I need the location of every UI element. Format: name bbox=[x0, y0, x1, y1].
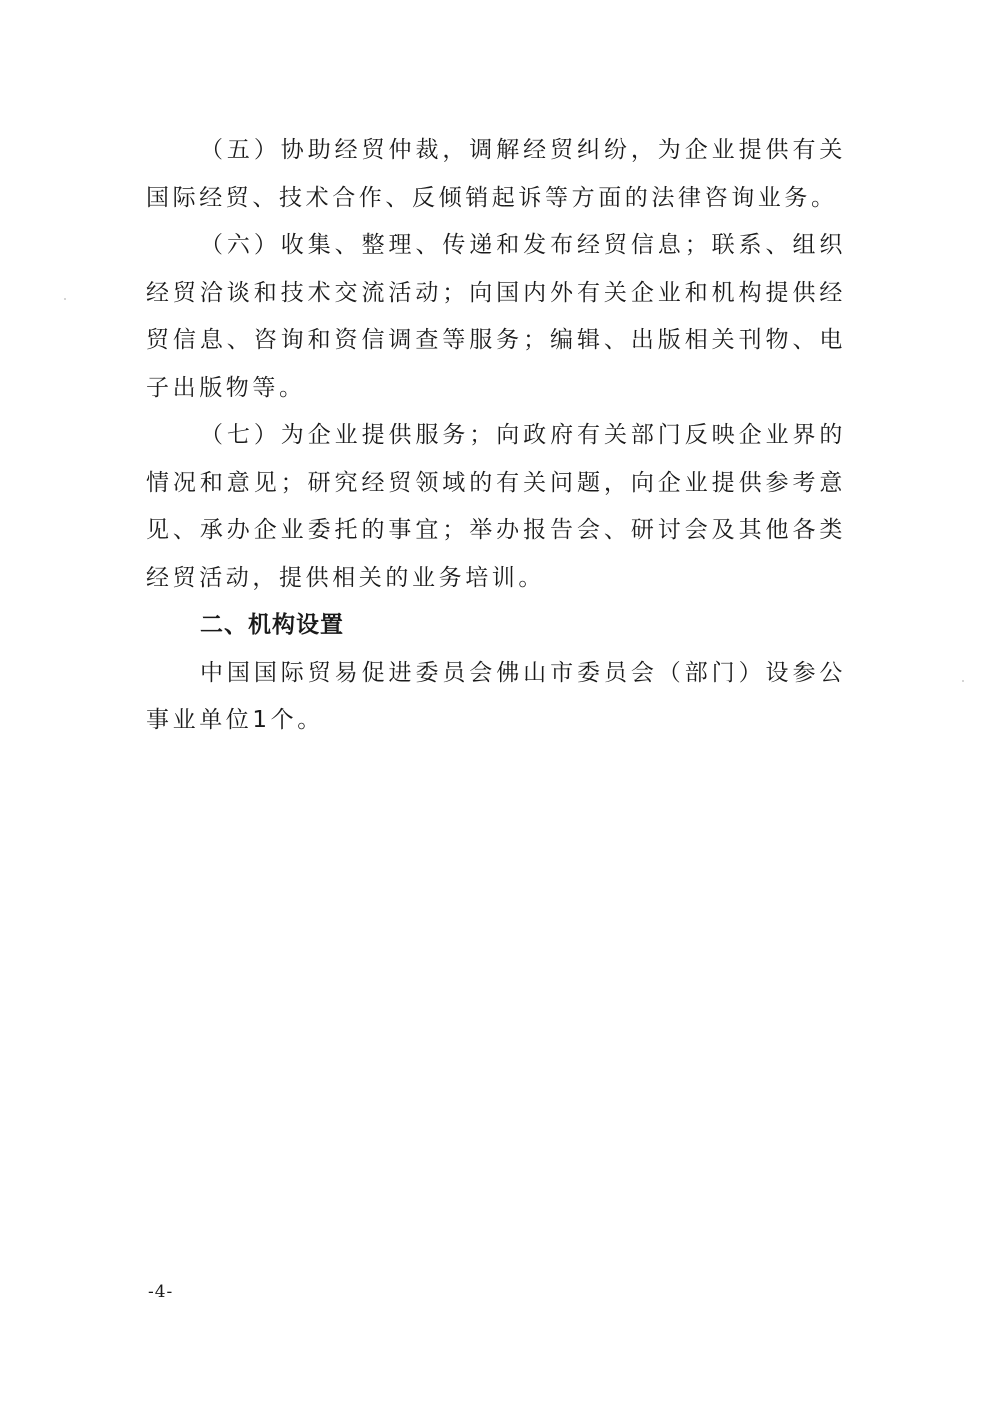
scan-speck bbox=[64, 298, 66, 300]
paragraph-item-7: （七）为企业提供服务；向政府有关部门反映企业界的情况和意见；研究经贸领域的有关问题，向企业提供参考意见、承办企业委托的事宜；举办报告会、研讨会及其他各类经贸活动，提供相关的业务培训。 bbox=[146, 422, 846, 591]
section-heading: 二、机构设置 bbox=[200, 612, 344, 638]
section-paragraph: 中国国际贸易促进委员会佛山市委员会（部门）设参公事业单位1个。 bbox=[146, 659, 846, 733]
page-number: -4- bbox=[148, 1282, 174, 1302]
scan-speck bbox=[962, 680, 964, 682]
paragraph-item-5: （五）协助经贸仲裁，调解经贸纠纷，为企业提供有关国际经贸、技术合作、反倾销起诉等方面的法律咨询业务。 bbox=[146, 137, 846, 211]
paragraph-item-6: （六）收集、整理、传递和发布经贸信息；联系、组织经贸洽谈和技术交流活动；向国内外有关企业和机构提供经贸信息、咨询和资信调查等服务；编辑、出版相关刊物、电子出版物等。 bbox=[146, 232, 846, 401]
document-body bbox=[146, 127, 846, 745]
